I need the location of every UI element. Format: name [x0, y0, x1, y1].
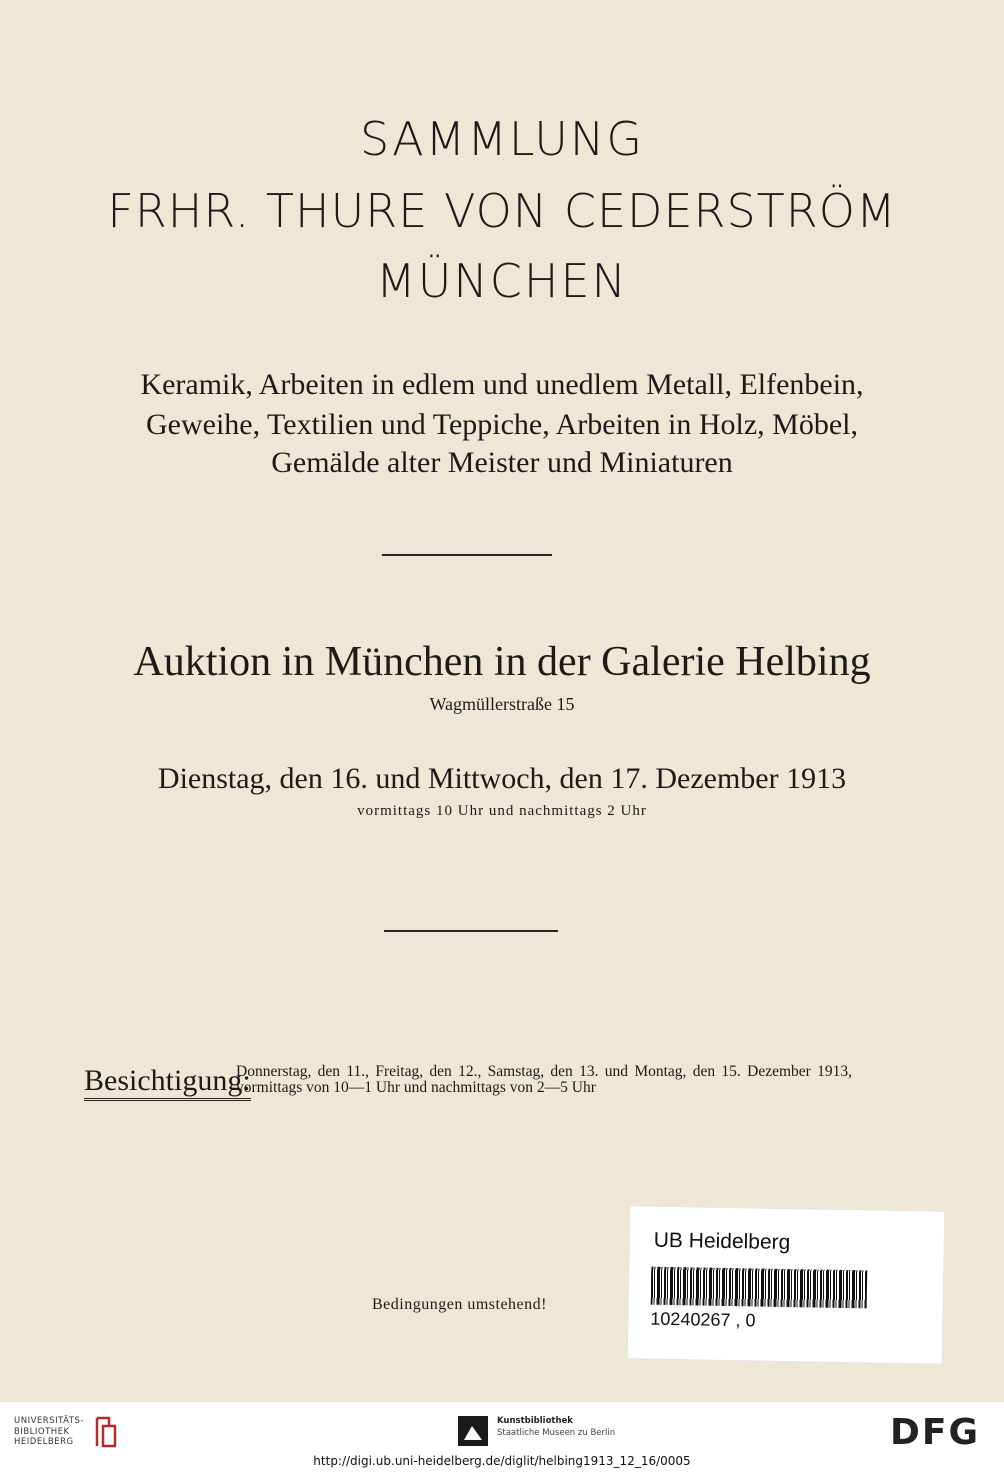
kunstbibliothek-subtitle: Staatliche Museen zu Berlin: [497, 1428, 616, 1438]
divider-rule-bottom: [384, 930, 558, 932]
ub-name-line-2: BIBLIOTHEK: [14, 1426, 70, 1437]
auction-time: vormittags 10 Uhr und nachmittags 2 Uhr: [357, 803, 647, 819]
auction-heading: Auktion in München in der Galerie Helbing: [133, 639, 871, 685]
viewing-label: Besichtigung:: [84, 1064, 251, 1101]
ub-name-line-3: HEIDELBERG: [14, 1437, 74, 1447]
subtitle-line-1: Keramik, Arbeiten in edlem und unedlem Metall, Elfenbein,: [140, 368, 864, 401]
conditions-note: Bedingungen umstehend!: [372, 1296, 547, 1313]
library-label: [627, 1205, 946, 1364]
library-number: 10240267 , 0: [650, 1308, 756, 1331]
dfg-logo[interactable]: DFG: [890, 1412, 981, 1453]
kunstbibliothek-name: Kunstbibliothek: [497, 1416, 573, 1426]
auction-address: Wagmüllerstraße 15: [429, 694, 575, 714]
ub-logo-text[interactable]: [14, 1416, 84, 1448]
title-line-1: SAMMLUNG: [360, 112, 644, 166]
footer-bar: [0, 1402, 1004, 1472]
ub-name-line-1: UNIVERSITÄTS-: [14, 1416, 84, 1426]
title-line-3: MÜNCHEN: [376, 254, 628, 308]
ub-logo-icon[interactable]: [94, 1416, 118, 1448]
subtitle-line-3: Gemälde alter Meister und Miniaturen: [271, 446, 733, 479]
viewing-text: Donnerstag, den 11., Freitag, den 12., Samstag, den 13. und Montag, den 15. Dezember 1913, vormittags von 10—1 Uhr und nachmittags von 2—5 Uhr: [236, 1063, 852, 1096]
auction-date: Dienstag, den 16. und Mittwoch, den 17. Dezember 1913: [157, 762, 847, 795]
title-line-2: FRHR. THURE VON CEDERSTRÖM: [107, 184, 897, 238]
library-name: UB Heidelberg: [653, 1228, 791, 1255]
kunstbibliothek-logo-icon[interactable]: [458, 1416, 488, 1446]
subtitle-line-2: Geweihe, Textilien und Teppiche, Arbeiten in Holz, Möbel,: [145, 408, 859, 441]
barcode-icon: [651, 1267, 868, 1309]
permalink-url[interactable]: http://digi.ub.uni-heidelberg.de/diglit/helbing1913_12_16/0005: [313, 1454, 691, 1468]
divider-rule-top: [382, 554, 552, 556]
